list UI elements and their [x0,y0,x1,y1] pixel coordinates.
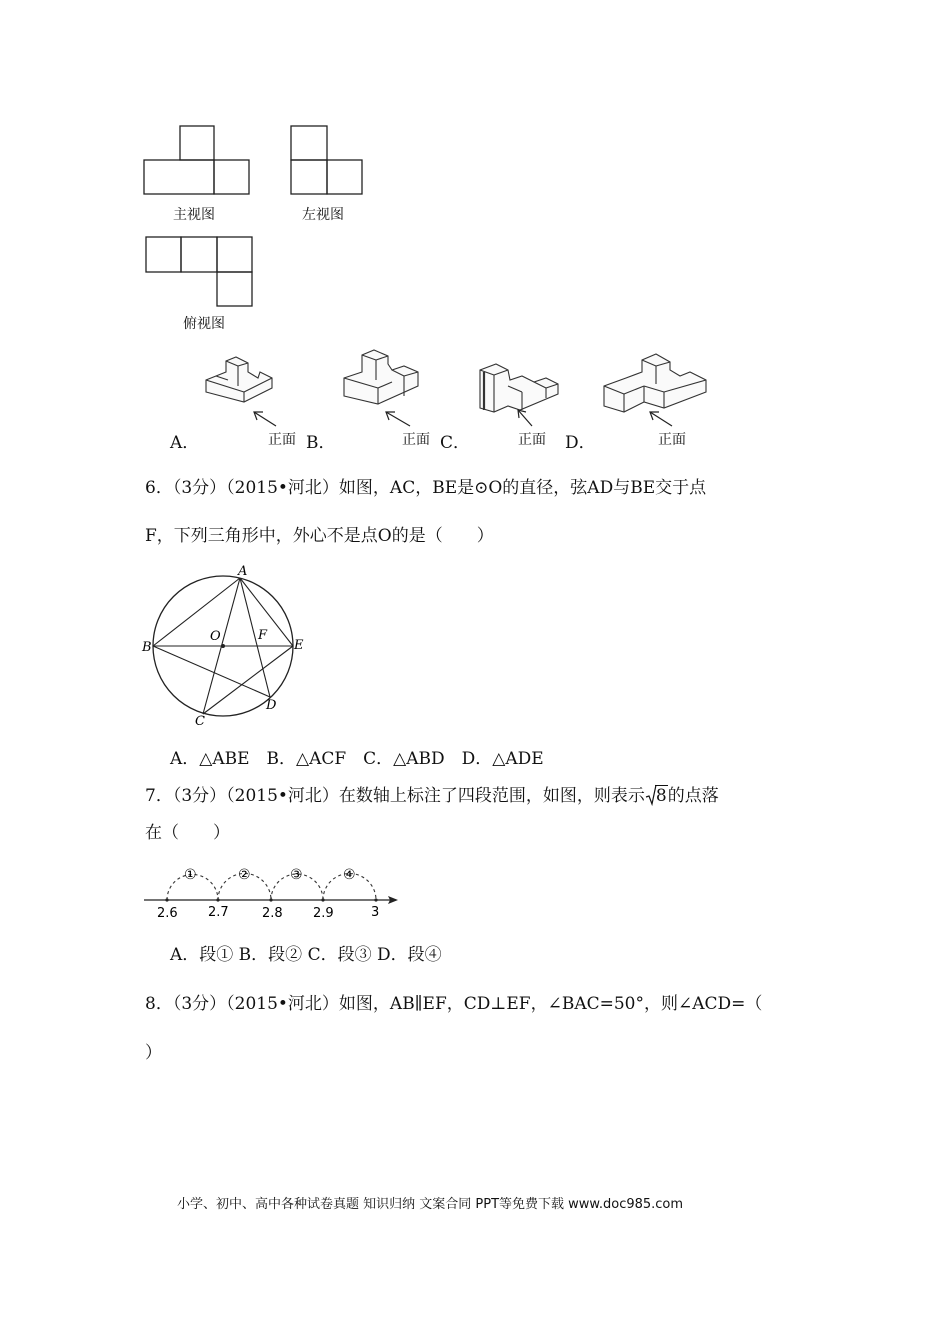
point-c: C [195,714,205,729]
segment-2: ② [238,867,251,883]
q7-line1-post: 的点落 [667,786,719,806]
point-f: F [258,628,268,643]
point-a: A [238,565,248,579]
option-b-solid [344,350,418,404]
front-label-c: 正面 [518,432,546,448]
q8-line1: 8．（3分）（2015•河北）如图，AB∥EF，CD⊥EF，∠BAC=50°，则∠ACD=（ [145,994,763,1014]
front-view-drawing [144,126,249,194]
front-label-b: 正面 [402,432,430,448]
sqrt-symbol [645,786,668,806]
option-a-solid [206,357,272,402]
q6-line2: F，下列三角形中，外心不是点O的是（ ） [145,526,494,546]
front-label-a: 正面 [268,432,296,448]
front-label-d: 正面 [658,432,686,448]
q7-line1 [145,786,719,806]
q6-options: A．△ABE B．△ACF C．△ABD D．△ADE [170,749,544,769]
tick-2-7: 2.7 [208,905,229,920]
point-d: D [266,698,277,713]
front-view-label: 主视图 [173,207,215,223]
tick-3: 3 [371,905,380,920]
q8-line2: ） [145,1043,162,1063]
q5-option-b: B． [306,433,336,453]
q7-line2: 在（ ） [145,823,230,843]
left-view-drawing [291,126,362,194]
q5-option-d: D． [565,433,596,453]
q7-options: A．段① B．段② C．段③ D．段④ [170,945,442,965]
tick-2-9: 2.9 [313,906,334,921]
option-d-solid [604,354,706,412]
top-view-drawing [146,237,252,306]
footer-text: 小学、初中、高中各种试卷真题 知识归纳 文案合同 PPT等免费下载 www.doc985.com [177,1197,684,1212]
tick-2-8: 2.8 [262,906,283,921]
point-e: E [294,638,304,653]
tick-2-6: 2.6 [157,906,178,921]
q5-views-figure [0,0,950,460]
q6-line1: 6．（3分）（2015•河北）如图，AC，BE是⊙O的直径，弦AD与BE交于点 [145,478,707,498]
left-view-label: 左视图 [302,207,344,223]
q5-option-a: A． [170,433,200,453]
circle-figure [140,565,320,735]
number-line-figure [140,860,410,925]
top-view-label: 俯视图 [183,316,225,332]
option-c-solid [480,364,558,412]
front-arrows [254,410,672,426]
segment-1: ① [184,867,197,883]
sqrt-radicand: 8 [655,786,667,806]
q7-line1-pre: 7．（3分）（2015•河北）在数轴上标注了四段范围，如图，则表示 [145,786,645,806]
segment-3: ③ [290,867,303,883]
segment-4: ④ [343,867,356,883]
point-b: B [142,640,152,655]
q5-option-c: C． [440,433,471,453]
point-o: O [210,629,221,644]
